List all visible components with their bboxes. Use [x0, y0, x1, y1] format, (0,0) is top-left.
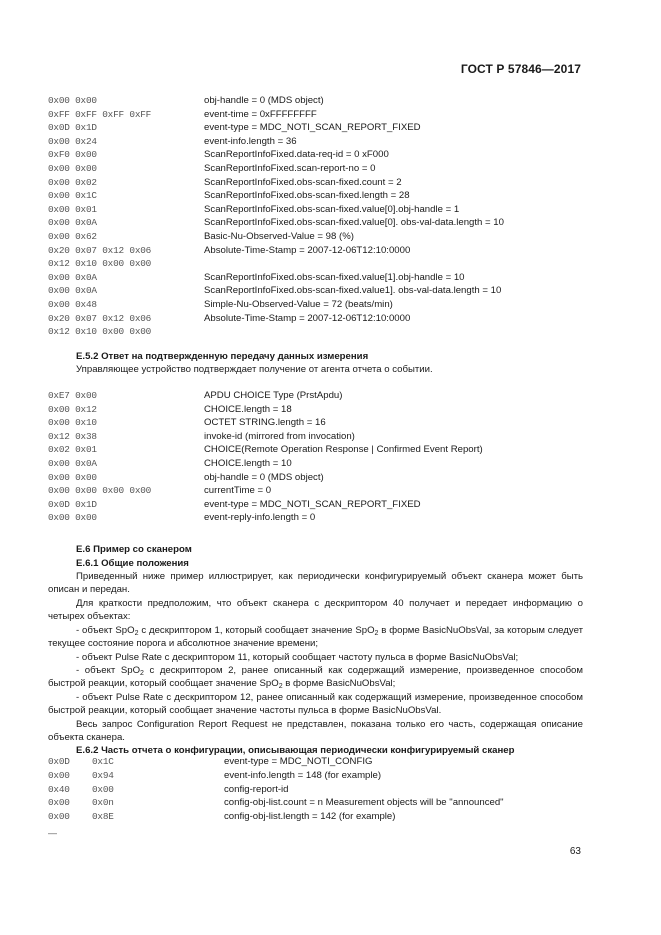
- field-description: ScanReportInfoFixed.obs-scan-fixed.value[0]. obs-val-data.length = 10: [204, 217, 504, 229]
- field-description: invoke-id (mirrored from invocation): [204, 430, 355, 442]
- bullet-text-part: с дескриптором 1, который сообщает значение SpO: [138, 625, 375, 636]
- field-description: event-time = 0xFFFFFFFF: [204, 108, 317, 120]
- hex-byte-low: 0x0n: [92, 797, 114, 809]
- hex-bytes: 0x00 0x00 0x00 0x00: [48, 485, 152, 497]
- field-description: ScanReportInfoFixed.data-req-id = 0 xF000: [204, 149, 389, 161]
- hex-bytes: 0x00 0x48: [48, 299, 97, 310]
- field-description: config-report-id: [224, 783, 289, 795]
- section-e52-text: Управляющее устройство подтверждает получение от агента отчета о событии.: [76, 364, 433, 375]
- subscript: 2: [140, 670, 144, 677]
- field-description: Absolute-Time-Stamp = 2007-12-06T12:10:0000: [204, 312, 411, 324]
- subscript: 2: [374, 630, 379, 637]
- hex-byte-low: 0x00: [92, 783, 114, 795]
- bullet-spo2-2: [48, 664, 583, 691]
- field-description: ScanReportInfoFixed.obs-scan-fixed.value[0].obj-handle = 1: [204, 203, 460, 215]
- hex-bytes: 0x00 0x0A: [48, 285, 97, 297]
- field-description: event-info.length = 148 (for example): [224, 769, 382, 781]
- hex-byte-high: 0x40: [48, 783, 70, 795]
- hex-bytes: 0x00 0x0A: [48, 217, 97, 229]
- section-e52-heading: E.5.2 Ответ на подтвержденную передачу данных измерения: [76, 351, 369, 362]
- hex-bytes: 0x00 0x00: [48, 471, 97, 483]
- hex-byte-high: 0x0D: [48, 756, 70, 767]
- field-description: Simple-Nu-Observed-Value = 72 (beats/min): [204, 299, 393, 310]
- hex-byte-high: 0x00: [48, 769, 70, 781]
- hex-bytes: 0x0D 0x1D: [48, 122, 97, 134]
- hex-byte-high: 0x00: [48, 797, 70, 809]
- hex-bytes: 0x12 0x10 0x00 0x00: [48, 326, 152, 338]
- field-description: ScanReportInfoFixed.obs-scan-fixed.length = 28: [204, 190, 410, 202]
- field-description: obj-handle = 0 (MDS object): [204, 95, 324, 106]
- section-e61-heading: E.6.1 Общие положения: [76, 558, 189, 569]
- hex-bytes: 0x00 0x10: [48, 417, 97, 429]
- field-description: event-type = MDC_NOTI_SCAN_REPORT_FIXED: [204, 498, 421, 510]
- paragraph-request-note: Весь запрос Configuration Report Request не представлен, показана только его часть, содержащая описание объекта сканера.: [48, 719, 583, 744]
- page-number: 63: [569, 846, 581, 857]
- bullet-text-part: в форме BasicNuObsVal;: [282, 678, 396, 690]
- hex-bytes: 0x12 0x10 0x00 0x00: [48, 258, 152, 270]
- bullet-pulse-11: - объект Pulse Rate с дескриптором 11, который сообщает частоту пульса в форме BasicNuObsVal;: [76, 652, 519, 663]
- bullet-text-part: - объект SpO: [76, 625, 135, 636]
- field-description: ScanReportInfoFixed.obs-scan-fixed.value[1].obj-handle = 10: [204, 271, 465, 283]
- bullet-text-part: в форме BasicNuObsVal, за которым следует текущее состояние порога и абсолютное значение времени;: [48, 625, 584, 650]
- hex-bytes: 0x02 0x01: [48, 444, 97, 456]
- field-description: CHOICE.length = 10: [204, 458, 292, 469]
- subscript: 2: [278, 683, 283, 691]
- standard-number: ГОСТ Р 57846—2017: [460, 62, 581, 76]
- field-description: CHOICE(Remote Operation Response | Confirmed Event Report): [204, 444, 483, 456]
- bullet-text-part: с дескриптором 2, ранее описанный как содержащий измерение, произведенное способом быстрой реакции, который сообщает значение SpO: [48, 665, 583, 690]
- hex-bytes: 0xE7 0x00: [48, 390, 97, 401]
- footnote-dash: —: [48, 828, 57, 838]
- field-description: event-type = MDC_NOTI_SCAN_REPORT_FIXED: [204, 122, 421, 134]
- hex-byte-low: 0x94: [92, 769, 114, 781]
- field-description: APDU CHOICE Type (PrstApdu): [204, 390, 343, 401]
- bullet-pulse-12: - объект Pulse Rate с дескриптором 12, ранее описанный как содержащий измерение, произведенное способом быстрой реакции, который сообщает значение частоты пульса в форме BasicNuObsVal.: [48, 692, 583, 717]
- field-description: Absolute-Time-Stamp = 2007-12-06T12:10:0000: [204, 244, 411, 256]
- hex-bytes: 0xF0 0x00: [48, 149, 97, 161]
- hex-bytes: 0x00 0x00: [48, 95, 97, 106]
- field-description: ScanReportInfoFixed.scan-report-no = 0: [204, 163, 376, 174]
- hex-byte-low: 0x8E: [92, 811, 114, 823]
- field-description: Basic-Nu-Observed-Value = 98 (%): [204, 231, 354, 242]
- field-description: event-reply-info.length = 0: [204, 512, 316, 524]
- bullet-text-part: - объект SpO: [76, 665, 141, 676]
- hex-byte-high: 0x00: [48, 811, 70, 823]
- hex-bytes: 0x20 0x07 0x12 0x06: [48, 312, 152, 324]
- hex-bytes: 0x20 0x07 0x12 0x06: [48, 244, 152, 256]
- hex-bytes: 0x00 0x1C: [48, 190, 97, 202]
- field-description: config-obj-list.count = n Measurement objects will be "announced": [224, 797, 504, 809]
- field-description: ScanReportInfoFixed.obs-scan-fixed.count = 2: [204, 176, 402, 188]
- field-description: event-info.length = 36: [204, 135, 297, 147]
- hex-bytes: 0x00 0x02: [48, 176, 97, 188]
- hex-bytes: 0x00 0x00: [48, 163, 97, 174]
- hex-bytes: 0x0D 0x1D: [48, 498, 97, 510]
- hex-bytes: 0x00 0x01: [48, 203, 97, 215]
- field-description: event-type = MDC_NOTI_CONFIG: [224, 756, 373, 767]
- hex-bytes: 0x00 0x00: [48, 512, 97, 524]
- field-description: OCTET STRING.length = 16: [204, 417, 326, 429]
- field-description: obj-handle = 0 (MDS object): [204, 471, 324, 483]
- subscript: 2: [134, 630, 139, 637]
- field-description: ScanReportInfoFixed.obs-scan-fixed.value1]. obs-val-data.length = 10: [204, 285, 502, 297]
- section-e62-heading: E.6.2 Часть отчета о конфигурации, описывающая периодически конфигурируемый сканер: [76, 745, 515, 756]
- hex-bytes: 0x12 0x38: [48, 430, 97, 442]
- field-description: currentTime = 0: [204, 485, 272, 497]
- paragraph-intro: Приведенный ниже пример иллюстрирует, как периодически конфигурируемый объект сканера может быть описан и передан.: [48, 571, 583, 596]
- hex-byte-low: 0x1C: [92, 756, 114, 767]
- hex-bytes: 0x00 0x24: [48, 135, 97, 147]
- hex-bytes: 0x00 0x12: [48, 403, 97, 415]
- paragraph-assumption: Для краткости предположим, что объект сканера с дескриптором 40 получает и передает информацию о четырех объектах:: [48, 598, 583, 623]
- field-description: config-obj-list.length = 142 (for example): [224, 811, 396, 823]
- field-description: CHOICE.length = 18: [204, 403, 292, 415]
- hex-bytes: 0x00 0x0A: [48, 458, 97, 469]
- hex-bytes: 0x00 0x0A: [48, 271, 97, 283]
- section-e6-heading: E.6 Пример со сканером: [76, 544, 192, 555]
- hex-bytes: 0x00 0x62: [48, 231, 97, 242]
- bullet-spo2-1: [48, 624, 583, 651]
- hex-bytes: 0xFF 0xFF 0xFF 0xFF: [48, 108, 152, 120]
